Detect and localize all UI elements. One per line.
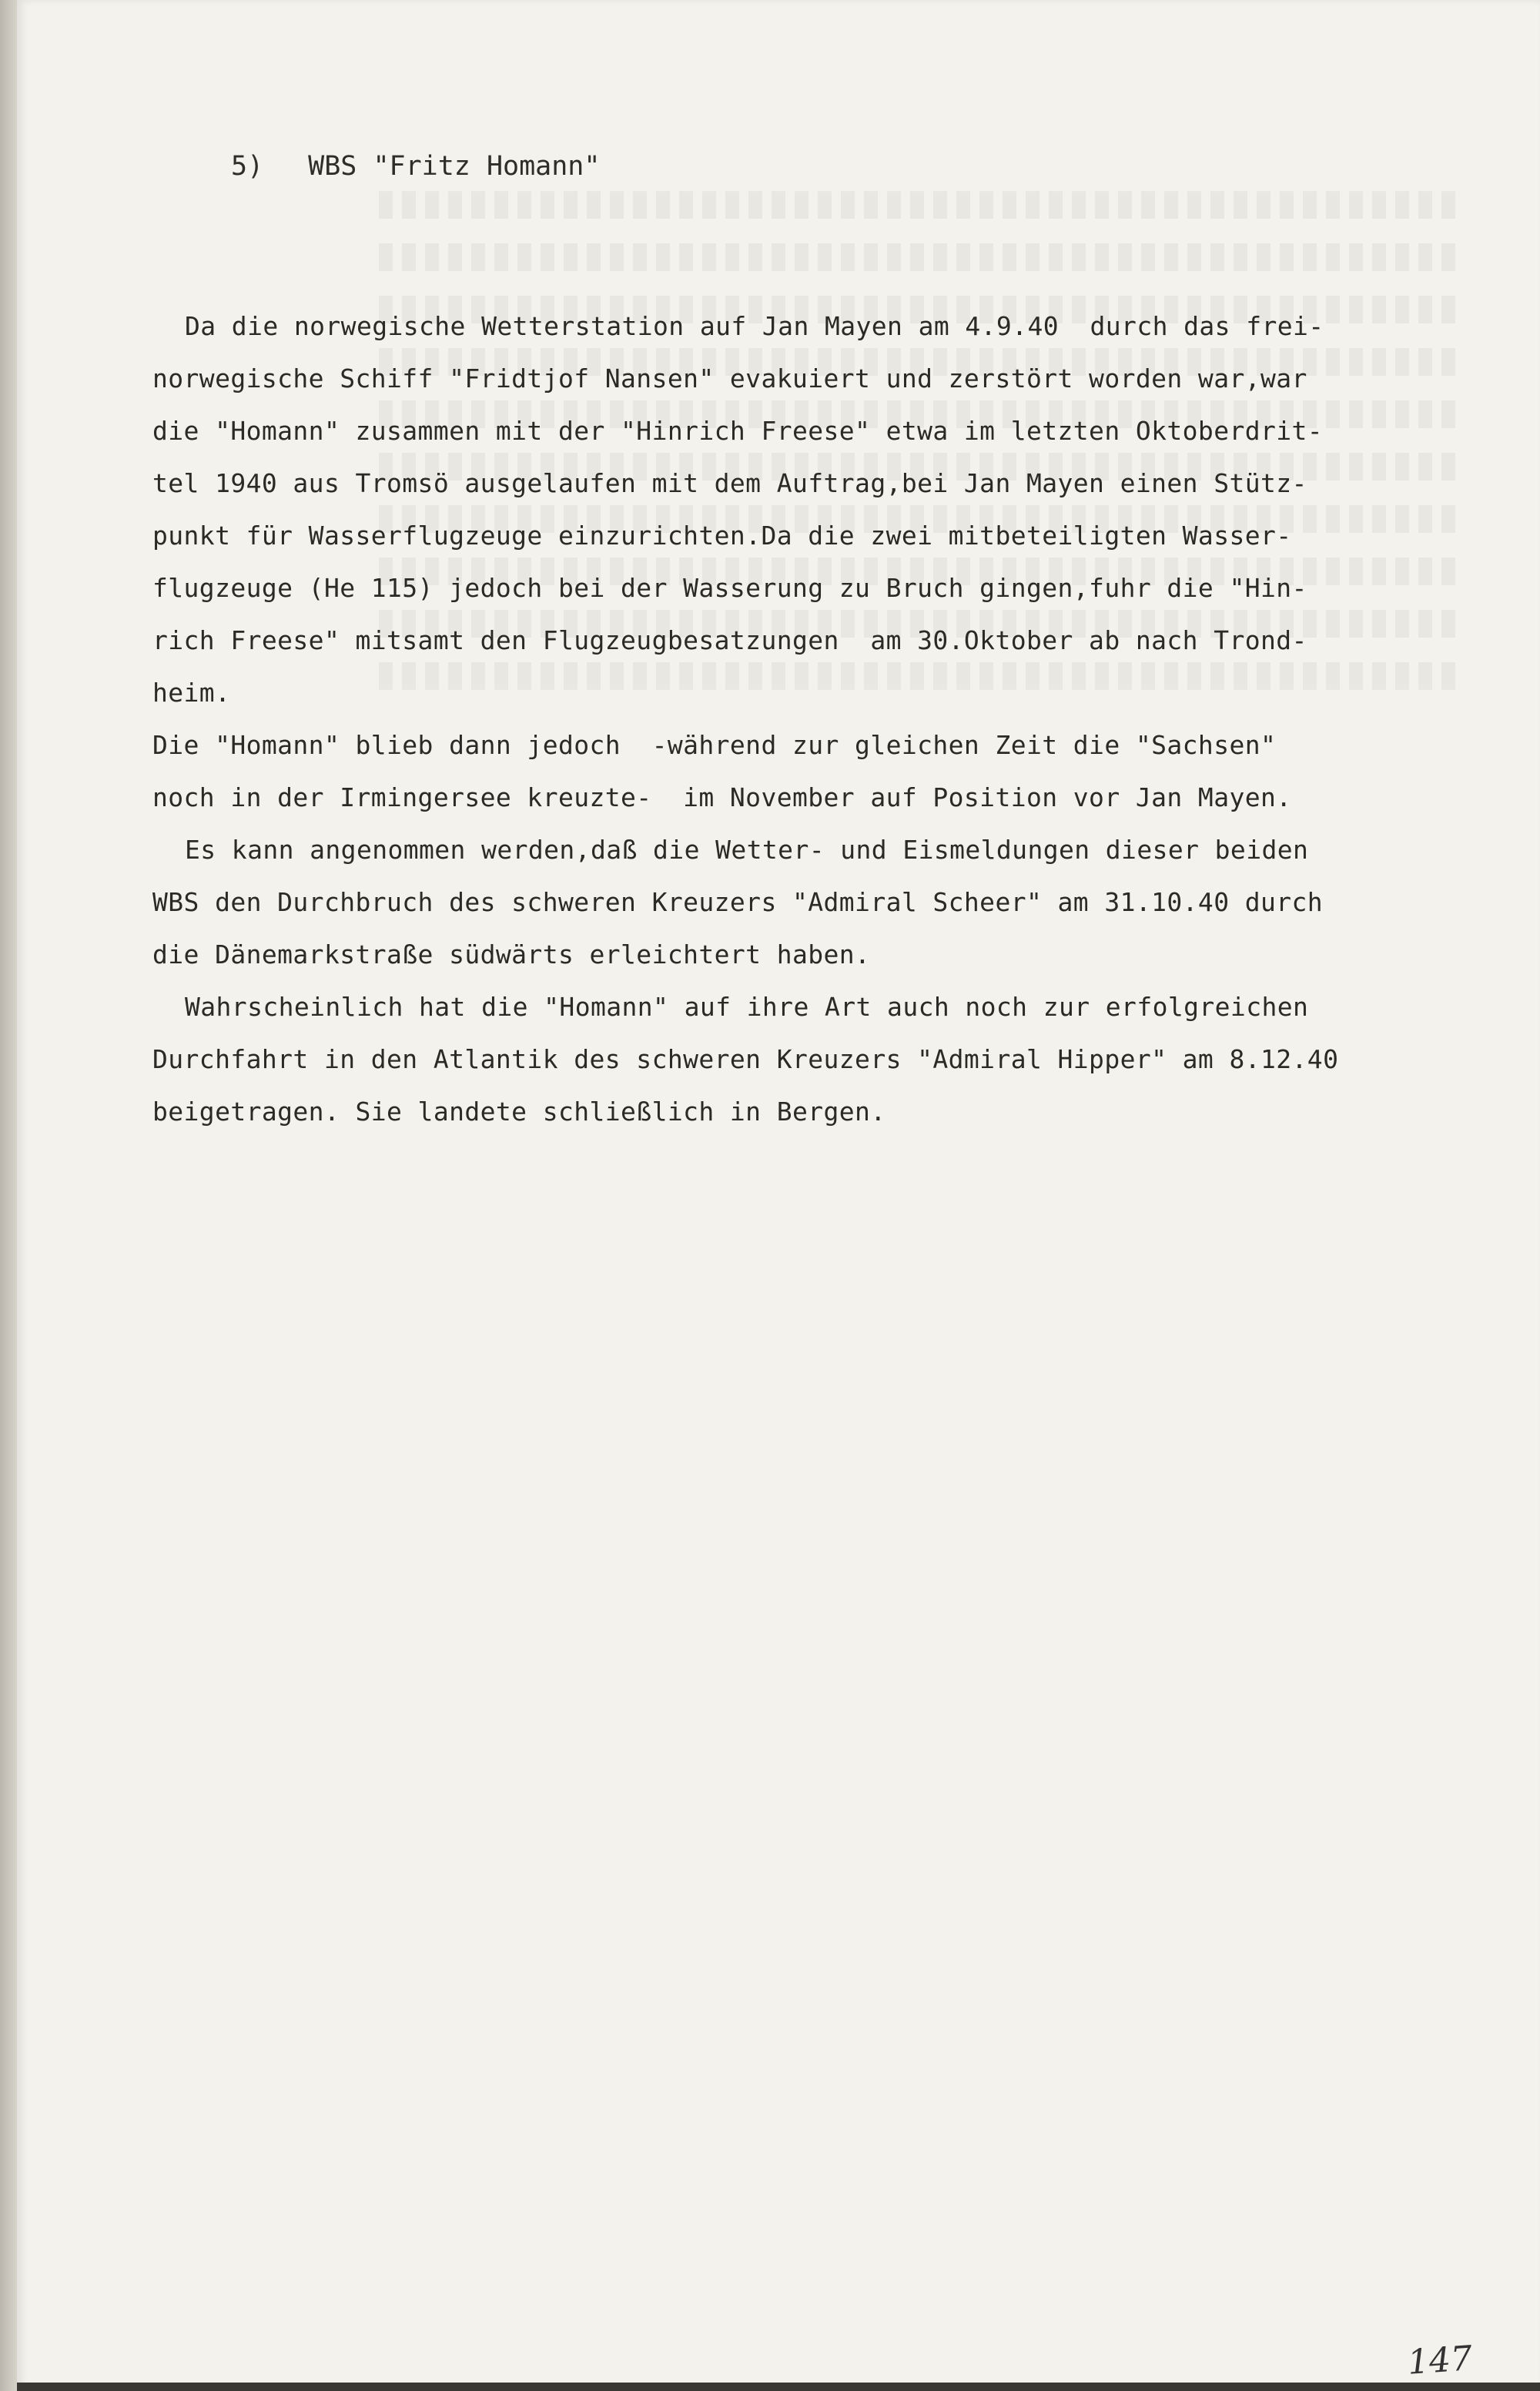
text-line: Es kann angenommen werden,daß die Wetter- und Eismeldungen dieser beiden (185, 835, 1309, 865)
section-title: WBS "Fritz Homann" (308, 151, 601, 182)
section-heading (231, 151, 600, 182)
text-line: norwegische Schiff "Fridtjof Nansen" evakuiert und zerstört worden war,war (152, 363, 1307, 393)
text-line: Wahrscheinlich hat die "Homann" auf ihre Art auch noch zur erfolgreichen (185, 992, 1309, 1022)
text-line: beigetragen. Sie landete schließlich in Bergen. (152, 1097, 886, 1127)
text-line: Durchfahrt in den Atlantik des schweren Kreuzers "Admiral Hipper" am 8.12.40 (152, 1044, 1339, 1074)
text-line: Die "Homann" blieb dann jedoch -während zur gleichen Zeit die "Sachsen" (152, 730, 1277, 760)
handwritten-page-number: 147 (1406, 2339, 1474, 2383)
text-line: punkt für Wasserflugzeuge einzurichten.Da die zwei mitbeteiligten Wasser- (152, 521, 1292, 551)
text-line: heim. (152, 678, 231, 708)
text-line: Da die norwegische Wetterstation auf Jan Mayen am 4.9.40 durch das frei- (185, 311, 1324, 341)
text-line: die Dänemarkstraße südwärts erleichtert haben. (152, 939, 871, 969)
body-text (152, 300, 1477, 1138)
text-line: rich Freese" mitsamt den Flugzeugbesatzungen am 30.Oktober ab nach Trond- (152, 625, 1307, 655)
page-left-edge (0, 0, 17, 2391)
page-bottom-edge (17, 2383, 1540, 2391)
text-line: WBS den Durchbruch des schweren Kreuzers "Admiral Scheer" am 31.10.40 durch (152, 887, 1324, 917)
text-line: die "Homann" zusammen mit der "Hinrich Freese" etwa im letzten Oktoberdrit- (152, 416, 1324, 446)
text-line: flugzeuge (He 115) jedoch bei der Wasserung zu Bruch gingen,fuhr die "Hin- (152, 573, 1307, 603)
section-number: 5) (231, 151, 264, 182)
text-line: tel 1940 aus Tromsö ausgelaufen mit dem Auftrag,bei Jan Mayen einen Stütz- (152, 468, 1307, 498)
text-line: noch in der Irmingersee kreuzte- im November auf Position vor Jan Mayen. (152, 782, 1292, 812)
